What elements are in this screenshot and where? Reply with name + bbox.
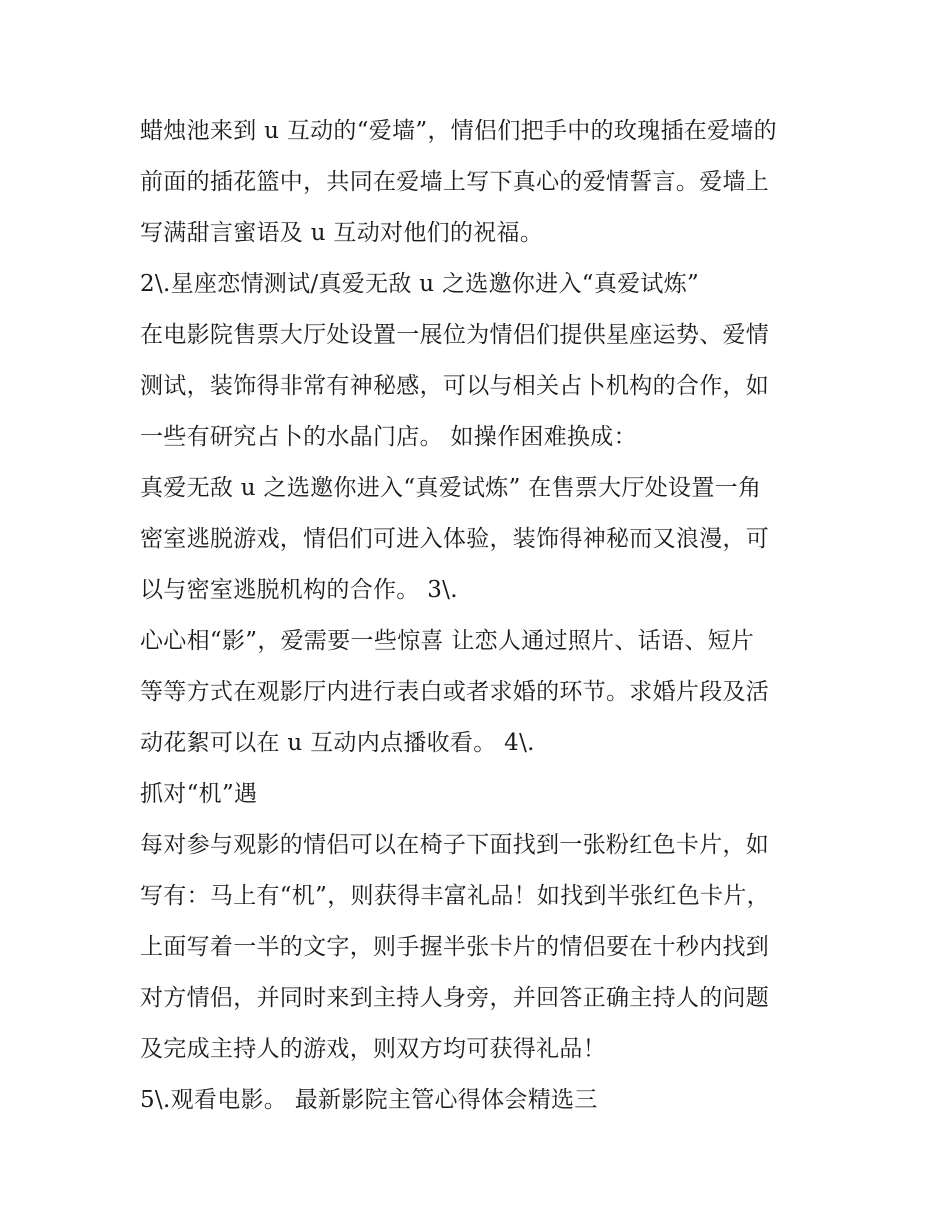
text-line: 以与密室逃脱机构的合作。 3\.: [140, 577, 458, 603]
text-line: 密室逃脱游戏，情侣们可进入体验，装饰得神秘而又浪漫，可: [140, 526, 770, 552]
text-line: 及完成主持人的游戏，则双方均可获得礼品！: [140, 1036, 606, 1062]
text-line: 每对参与观影的情侣可以在椅子下面找到一张粉红色卡片，如: [140, 832, 770, 858]
section-heading-2: 2\.星座恋情测试/真爱无敌 u 之选邀你进入“真爱试炼”: [140, 271, 700, 297]
text-line: 蜡烛池来到 u 互动的“爱墙”，情侣们把手中的玫瑰插在爱墙的: [140, 118, 777, 144]
text-line: 写满甜言蜜语及 u 互动对他们的祝福。: [140, 220, 544, 246]
document-body: [140, 106, 820, 1126]
text-line: 写有：马上有“机”，则获得丰富礼品！如找到半张红色卡片，: [140, 883, 770, 909]
text-line: 在电影院售票大厅处设置一展位为情侣们提供星座运势、爱情: [140, 322, 770, 348]
text-line: 一些有研究占卜的水晶门店。 如操作困难换成：: [140, 424, 637, 450]
section-heading-4: 抓对“机”遇: [140, 781, 258, 807]
text-line: 对方情侣，并同时来到主持人身旁，并回答正确主持人的问题: [140, 985, 770, 1011]
text-line: 前面的插花篮中，共同在爱墙上写下真心的爱情誓言。爱墙上: [140, 169, 770, 195]
section-heading-5: 5\.观看电影。 最新影院主管心得体会精选三: [140, 1087, 598, 1113]
text-line: 上面写着一半的文字，则手握半张卡片的情侣要在十秒内找到: [140, 934, 770, 960]
text-line: 真爱无敌 u 之选邀你进入“真爱试炼” 在售票大厅处设置一角: [140, 475, 762, 501]
section-heading-3: 心心相“影”，爱需要一些惊喜 让恋人通过照片、话语、短片: [140, 628, 755, 654]
text-line: 等等方式在观影厅内进行表白或者求婚的环节。求婚片段及活: [140, 679, 770, 705]
text-line: 测试，装饰得非常有神秘感，可以与相关占卜机构的合作，如: [140, 373, 770, 399]
text-line: 动花絮可以在 u 互动内点播收看。 4\.: [140, 730, 535, 756]
